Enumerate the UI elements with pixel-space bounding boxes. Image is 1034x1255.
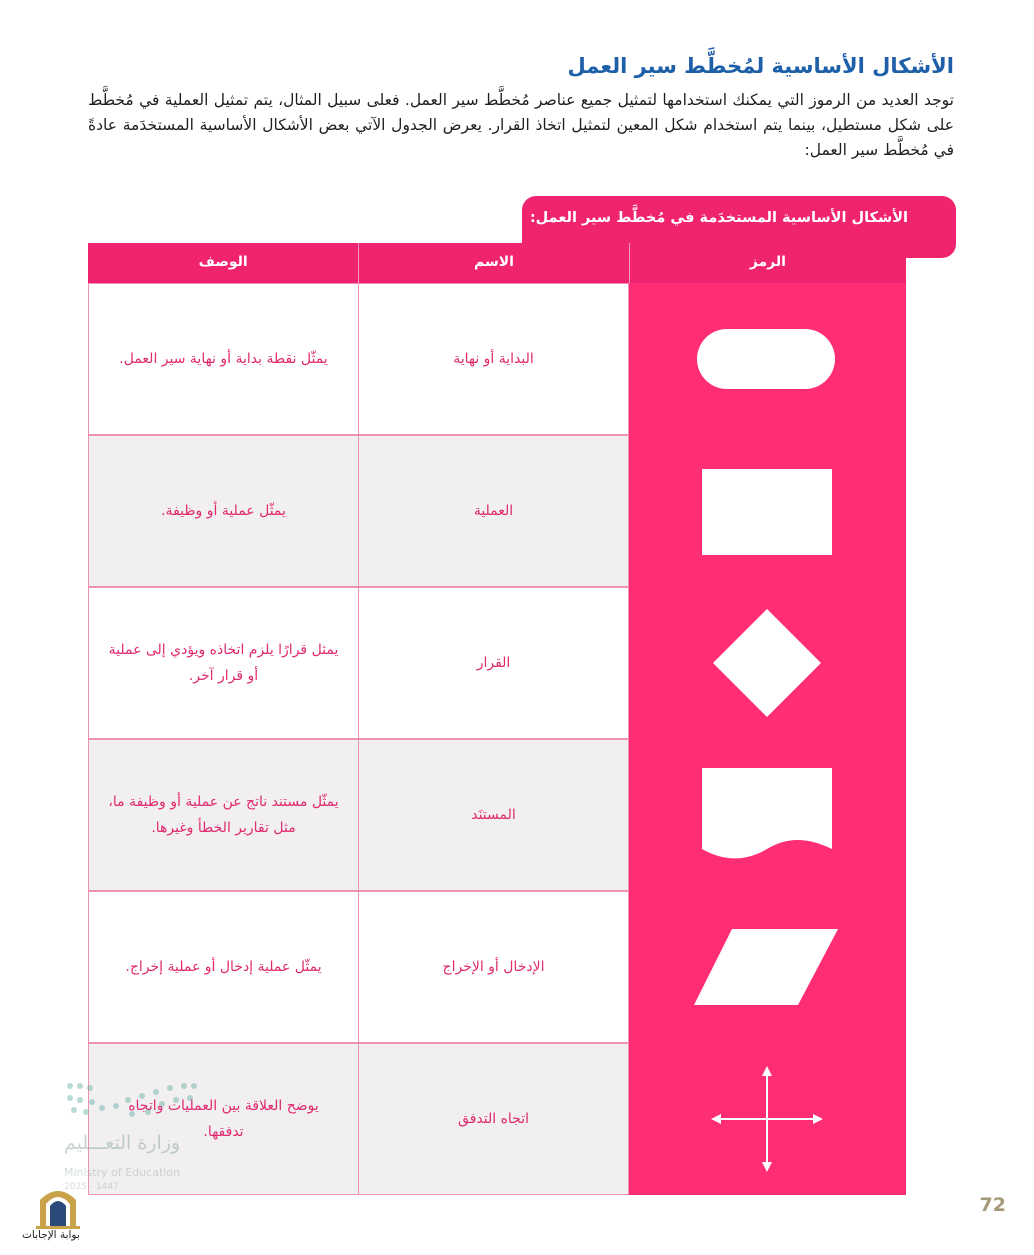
row-description: يمثّل عملية إدخال أو عملية إخراج. xyxy=(88,891,359,1043)
row-name: الإدخال أو الإخراج xyxy=(359,891,629,1043)
table-row xyxy=(88,739,906,891)
portal-icon xyxy=(28,1184,88,1230)
header-description: الوصف xyxy=(198,254,248,270)
ministry-watermark xyxy=(62,1078,202,1198)
ministry-logo-icon xyxy=(62,1078,202,1128)
header-symbol: الرمز xyxy=(629,243,906,283)
flow-arrows-icon xyxy=(629,1043,906,1195)
intro-paragraph: توجد العديد من الرموز التي يمكنك استخدامها لتمثيل جميع عناصر مُخطَّط سير العمل. فعلى سبيل المثال، يتم تمثيل العملية في مُخطَّط على شكل مستطيل، بينما يتم استخدام شكل المعين لتمثيل اتخاذ القرار. يعرض الجدول الآتي بعض الأشكال الأساسية المستخدَمة عادةً في مُخطَّط سير العمل: xyxy=(88,91,954,159)
table-row xyxy=(88,1043,906,1195)
watermark-year: 2025 - 1447 xyxy=(64,1182,119,1192)
header-name: الاسم xyxy=(358,243,628,283)
table-row xyxy=(88,891,906,1043)
row-description: يمثّل نقطة بداية أو نهاية سير العمل. xyxy=(88,283,359,435)
row-name: العملية xyxy=(359,435,629,587)
watermark-arabic: وزارة التعـــليم xyxy=(64,1132,181,1154)
row-description: يمثّل عملية أو وظيفة. xyxy=(88,435,359,587)
input-output-parallelogram-icon xyxy=(629,891,906,1043)
page-number: 72 xyxy=(979,1194,1006,1216)
portal-label: بوابة الإجابات xyxy=(22,1229,80,1241)
flowchart-shapes-table xyxy=(88,243,906,1198)
row-name: المستنَد xyxy=(359,739,629,891)
table-row xyxy=(88,435,906,587)
table-row xyxy=(88,587,906,739)
row-description: يوضح العلاقة بين العمليات واتجاه تدفقها. xyxy=(88,1043,359,1195)
process-rectangle-icon xyxy=(629,435,906,587)
section-heading: الأشكال الأساسية لمُخطَّط سير العمل xyxy=(567,54,954,78)
table-header xyxy=(88,243,906,283)
watermark-english: Ministry of Education xyxy=(64,1166,181,1179)
decision-diamond-icon xyxy=(629,587,906,739)
table-caption-text: الأشكال الأساسية المستخدَمة في مُخطَّط سير العمل: xyxy=(529,210,908,226)
terminator-icon xyxy=(629,283,906,435)
table-row xyxy=(88,283,906,435)
row-description: يمثل قرارًا يلزم اتخاذه ويؤدي إلى عملية أو قرار آخر. xyxy=(88,587,359,739)
row-name: البداية أو نهاية xyxy=(359,283,629,435)
row-description: يمثّل مستند ناتج عن عملية أو وظيفة ما، مثل تقارير الخطأ وغيرها. xyxy=(88,739,359,891)
document-icon xyxy=(629,739,906,891)
row-name: القرار xyxy=(359,587,629,739)
row-name: اتجاه التدفق xyxy=(359,1043,629,1195)
